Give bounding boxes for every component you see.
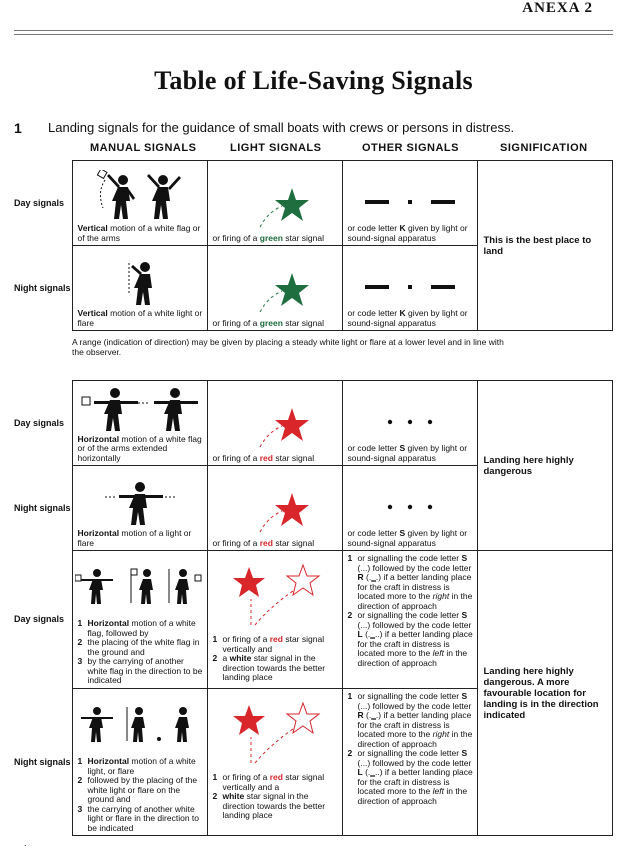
signification-text: This is the best place to land	[483, 234, 592, 257]
column-header-other: OTHER SIGNALS	[362, 142, 459, 154]
caption-text: motion of a white flag or of the arms	[77, 223, 201, 243]
manual-day-caption: Horizontal motion of a white flag or of the arms extended horizontally	[77, 433, 202, 463]
list-item: 1 Horizontal motion of a white light, or flare	[77, 756, 196, 776]
flare-figure-icon	[85, 259, 195, 307]
light-day-cell	[207, 161, 342, 246]
manual-day-cell	[72, 381, 207, 466]
signal-table-block1	[14, 160, 613, 331]
manual-night-cell	[72, 466, 207, 551]
row-label-night: Night signals	[14, 756, 71, 767]
column-header-manual: MANUAL SIGNALS	[90, 142, 197, 154]
three-stage-light-figure-icon	[75, 703, 205, 747]
list-item: 1 or firing of a red star signal vertically and a	[212, 772, 325, 792]
list-item: 3 by the carrying of another white flag in the direction to be indicated	[77, 656, 203, 685]
manual-night-cell	[72, 246, 207, 331]
code-s-icon	[355, 487, 465, 527]
signification-cell: Landing here highly dangerous. A more favourable location for landing is in the direction indicated	[477, 551, 612, 836]
list-item: 2 or signalling the code letter S (...) followed by the code letter L (.‗..) if a better landing place for the craft in distress is located more to the left in the direction of approach	[347, 748, 473, 806]
section-title: Landing signals for the guidance of small boats with crews or persons in distress.	[48, 120, 515, 135]
light-day-caption	[208, 633, 342, 685]
other-night-cell	[342, 466, 477, 551]
manual-night-caption	[73, 755, 207, 835]
other-night-caption: or code letter K given by light or sound-signal apparatus	[347, 308, 468, 328]
light-day-cell	[207, 381, 342, 466]
signal-table-block2	[14, 380, 613, 551]
annex-label: ANEXA 2	[522, 0, 593, 16]
other-night-caption	[343, 689, 477, 808]
footer-mark: .	[24, 838, 27, 848]
list-item: 1 or signalling the code letter S (...) followed by the code letter R (.‗.) if a better landing place for the craft in distress is located more to the right in the direction of approach	[347, 691, 473, 749]
light-day-caption: or firing of a red star signal	[212, 452, 315, 463]
green-star-icon	[220, 182, 330, 232]
row-label-text: Night signals	[14, 282, 71, 293]
column-header-light: LIGHT SIGNALS	[230, 142, 322, 154]
light-night-caption: or firing of a green star signal	[212, 317, 325, 328]
manual-day-caption	[73, 617, 207, 688]
other-day-caption: or code letter K given by light or sound-signal apparatus	[347, 223, 468, 243]
light-night-caption	[208, 771, 342, 823]
light-night-cell	[207, 246, 342, 331]
code-s-icon	[355, 402, 465, 442]
green-star-icon	[220, 267, 330, 317]
other-day-caption: or code letter S given by light or sound-signal apparatus	[347, 443, 468, 463]
top-rule-2	[14, 34, 613, 35]
row-label-night	[14, 246, 72, 331]
list-item: 2 the placing of the white flag in the ground and	[77, 637, 200, 657]
manual-night-caption: Vertical motion of a white light or flare	[77, 308, 203, 328]
caption-bold: Vertical	[77, 223, 108, 233]
code-k-icon	[355, 182, 465, 222]
three-stage-flag-figure-icon	[75, 565, 205, 609]
list-item: 2 followed by the placing of the white light or flare on the ground and	[77, 775, 198, 804]
horizontal-light-figure-icon	[85, 479, 195, 527]
row-label-day	[14, 161, 72, 246]
row-label-day: Day signals	[14, 614, 65, 624]
light-day-caption: or firing of a green star signal	[212, 232, 325, 243]
light-night-cell	[207, 689, 342, 836]
signal-table-block3	[14, 550, 613, 836]
red-star-icon	[220, 487, 330, 537]
column-header-signification: SIGNIFICATION	[500, 142, 588, 154]
section-number: 1	[14, 120, 22, 136]
list-item: 1 or signalling the code letter S (...) followed by the code letter R (.‗.) if a better landing place for the craft in distress is located more to the right in the direction of approach	[347, 553, 473, 611]
other-day-cell	[342, 551, 477, 689]
other-night-cell	[342, 689, 477, 836]
other-day-cell	[342, 161, 477, 246]
semaphore-figure-icon	[85, 170, 195, 222]
row-label-text: Day signals	[14, 197, 65, 208]
list-item: 2 a white star signal in the direction towards the better landing place	[212, 653, 326, 682]
list-item: 1 Horizontal motion of a white flag, followed by	[77, 618, 196, 638]
row-label-night: Night signals	[14, 502, 71, 513]
red-white-star-icon	[215, 561, 335, 627]
manual-day-caption	[73, 222, 207, 245]
code-k-icon	[355, 267, 465, 307]
light-day-cell	[207, 551, 342, 689]
list-item: 3 the carrying of another white light or flare in the direction to be indicated	[77, 803, 200, 833]
top-rule	[14, 30, 613, 31]
other-night-caption: or code letter S given by light or sound-signal apparatus	[347, 528, 468, 548]
light-night-caption: or firing of a red star signal	[212, 537, 315, 548]
red-star-icon	[220, 402, 330, 452]
list-item: 1 or firing of a red star signal vertically and	[212, 634, 325, 654]
page-title: Table of Life-Saving Signals	[154, 66, 473, 95]
other-night-cell	[342, 246, 477, 331]
list-item: 2 white star signal in the direction towards the better landing place	[212, 791, 326, 820]
range-note: A range (indication of direction) may be given by placing a steady white light or flare at a lower level and in line with the observer.	[72, 337, 504, 357]
light-night-cell	[207, 466, 342, 551]
signification-cell: Landing here highly dangerous	[477, 381, 612, 551]
manual-night-cell	[72, 689, 207, 836]
signification-cell	[477, 161, 612, 331]
row-label-day: Day signals	[14, 417, 65, 428]
red-white-star-icon	[215, 699, 335, 765]
manual-night-caption: Horizontal motion of a light or flare	[77, 528, 192, 548]
manual-day-cell	[72, 161, 207, 246]
list-item: 2 or signalling the code letter S (...) followed by the code letter L (.‗..) if a better landing place for the craft in distress is located more to the left in the direction of approach	[347, 610, 473, 668]
other-day-caption	[343, 551, 477, 670]
other-day-cell	[342, 381, 477, 466]
horizontal-flag-figure-icon	[80, 385, 200, 433]
manual-day-cell	[72, 551, 207, 689]
